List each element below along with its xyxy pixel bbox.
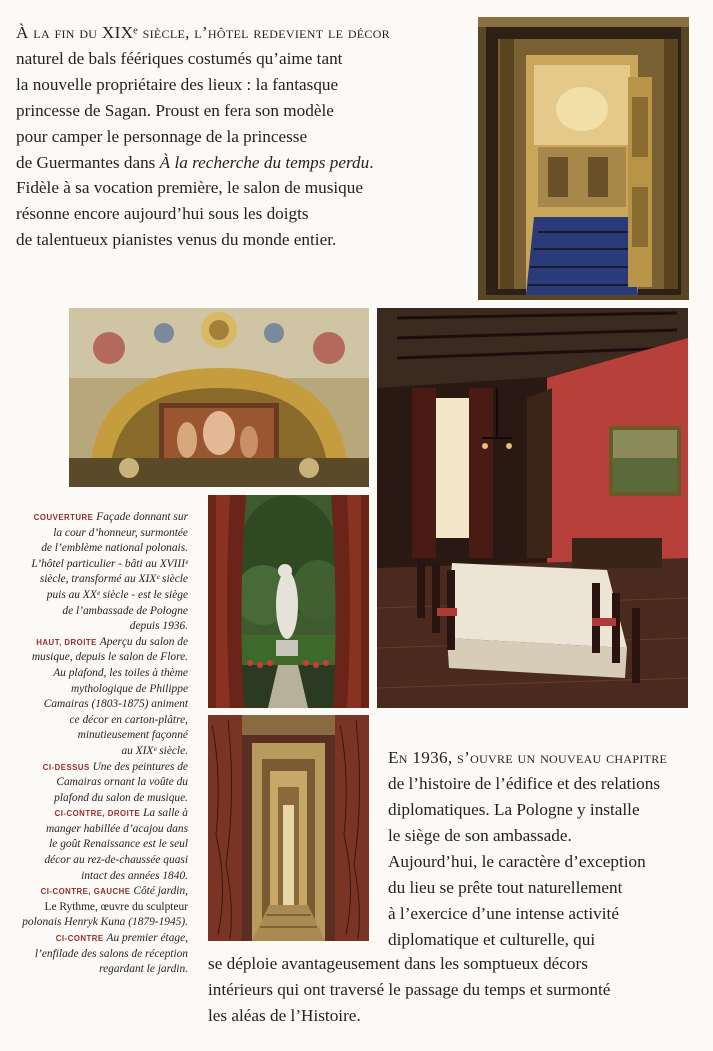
caption-text: musique, depuis le salon de Flore. bbox=[31, 651, 188, 664]
caption-opposite-right bbox=[10, 806, 188, 884]
intro-line: pour camper le personnage de la princesse bbox=[16, 126, 308, 146]
caption-text: Camairas ornant la voûte du bbox=[56, 776, 188, 789]
caption-opposite bbox=[10, 931, 188, 978]
caption-text: Aperçu du salon de bbox=[99, 635, 188, 648]
caption-text: la cour d’honneur, surmontée bbox=[53, 526, 188, 539]
intro-line-text: . bbox=[369, 152, 374, 172]
intro-line: résonne encore aujourd’hui sous les doigts bbox=[16, 204, 309, 224]
caption-label: CI-CONTRE bbox=[55, 934, 104, 944]
caption-text: le goût Renaissance est le seul bbox=[49, 838, 188, 851]
caption-text: manger habillée d’acajou dans bbox=[45, 822, 188, 835]
intro-line-with-title bbox=[16, 150, 471, 176]
intro-lead: À la fin du XIXᵉ siècle, l’hôtel redevient le décor bbox=[16, 23, 390, 42]
outro-paragraph-top bbox=[388, 745, 708, 953]
ceiling-painting-photo bbox=[69, 308, 369, 487]
caption-text: mythologique de Philippe bbox=[70, 682, 188, 695]
caption-cover bbox=[10, 510, 188, 635]
caption-text: l’enfilade des salons de réception bbox=[34, 947, 188, 960]
outro-line: Aujourd’hui, le caractère d’exception bbox=[388, 852, 646, 871]
music-salon-photo bbox=[478, 17, 689, 300]
caption-opposite-left bbox=[10, 884, 188, 931]
book-title: À la recherche du temps perdu bbox=[159, 152, 370, 172]
enfilade-salons-photo bbox=[208, 715, 369, 941]
intro-line: naturel de bals féériques costumés qu’aime tant bbox=[16, 48, 343, 68]
garden-sculpture-photo bbox=[208, 495, 369, 708]
intro-line-text: de Guermantes dans bbox=[16, 152, 160, 172]
caption-text: au XIXᵉ siècle. bbox=[121, 744, 188, 757]
caption-above bbox=[10, 760, 188, 807]
outro-lead: En 1936, s’ouvre un nouveau chapitre bbox=[388, 748, 668, 767]
caption-text: plafond du salon de musique. bbox=[54, 791, 188, 804]
caption-label: CI-CONTRE, DROITE bbox=[54, 809, 141, 819]
captions-column bbox=[10, 510, 188, 978]
caption-label: CI-DESSUS bbox=[42, 762, 90, 772]
caption-label: COUVERTURE bbox=[33, 513, 94, 522]
outro-line: intérieurs qui ont traversé le passage du temps et surmonté bbox=[208, 980, 611, 999]
caption-text: Au premier étage, bbox=[106, 932, 188, 945]
caption-text: regardant le jardin. bbox=[99, 963, 188, 976]
caption-text: Une des peintures de bbox=[92, 760, 188, 773]
outro-line: le siège de son ambassade. bbox=[388, 826, 572, 845]
caption-text: depuis 1936. bbox=[129, 620, 188, 633]
intro-line: la nouvelle propriétaire des lieux : la fantasque bbox=[16, 74, 339, 94]
caption-text: de l’ambassade de Pologne bbox=[62, 604, 188, 617]
outro-line: de l’histoire de l’édifice et des relations bbox=[388, 774, 661, 793]
caption-text: Le Rythme, œuvre du sculpteur bbox=[44, 900, 188, 913]
caption-text: ce décor en carton-plâtre, bbox=[69, 713, 188, 726]
caption-label: CI-CONTRE, GAUCHE bbox=[40, 887, 131, 897]
outro-line: à l’exercice d’une intense activité bbox=[388, 904, 619, 923]
caption-label: HAUT, DROITE bbox=[36, 637, 97, 647]
caption-text: polonais Henryk Kuna (1879-1945). bbox=[22, 916, 188, 929]
outro-line: diplomatique et culturelle, qui bbox=[388, 930, 596, 949]
caption-text: Au plafond, les toiles à thème bbox=[53, 666, 188, 679]
caption-text: siècle, transformé au XIXᵉ siècle bbox=[39, 573, 188, 586]
outro-line: se déploie avantageusement dans les somptueux décors bbox=[208, 954, 588, 973]
caption-text: décor au rez-de-chaussée quasi bbox=[44, 854, 188, 867]
outro-line: les aléas de l’Histoire. bbox=[208, 1006, 361, 1025]
intro-line: princesse de Sagan. Proust en fera son modèle bbox=[16, 100, 334, 120]
caption-text: L’hôtel particulier - bâti au XVIIIᵉ bbox=[31, 557, 188, 570]
caption-text: puis au XXᵉ siècle - est le siège bbox=[46, 588, 188, 601]
outro-paragraph-bottom bbox=[208, 951, 708, 1029]
intro-line: de talentueux pianistes venus du monde entier. bbox=[16, 230, 337, 250]
caption-text: Camairas (1803-1875) animent bbox=[43, 698, 188, 711]
caption-text: Côté jardin, bbox=[133, 885, 188, 898]
outro-line: du lieu se prête tout naturellement bbox=[388, 878, 623, 897]
caption-text: minutieusement façonné bbox=[77, 729, 188, 742]
dining-room-photo bbox=[377, 308, 688, 708]
caption-text: Façade donnant sur bbox=[96, 511, 188, 523]
intro-paragraph bbox=[16, 20, 471, 253]
caption-text: intact des années 1840. bbox=[81, 869, 188, 882]
caption-top-right bbox=[10, 635, 188, 760]
outro-line: diplomatiques. La Pologne y installe bbox=[388, 800, 640, 819]
intro-line: Fidèle à sa vocation première, le salon de musique bbox=[16, 178, 363, 198]
caption-text: de l’emblème national polonais. bbox=[41, 542, 188, 555]
caption-text: La salle à bbox=[143, 807, 188, 820]
